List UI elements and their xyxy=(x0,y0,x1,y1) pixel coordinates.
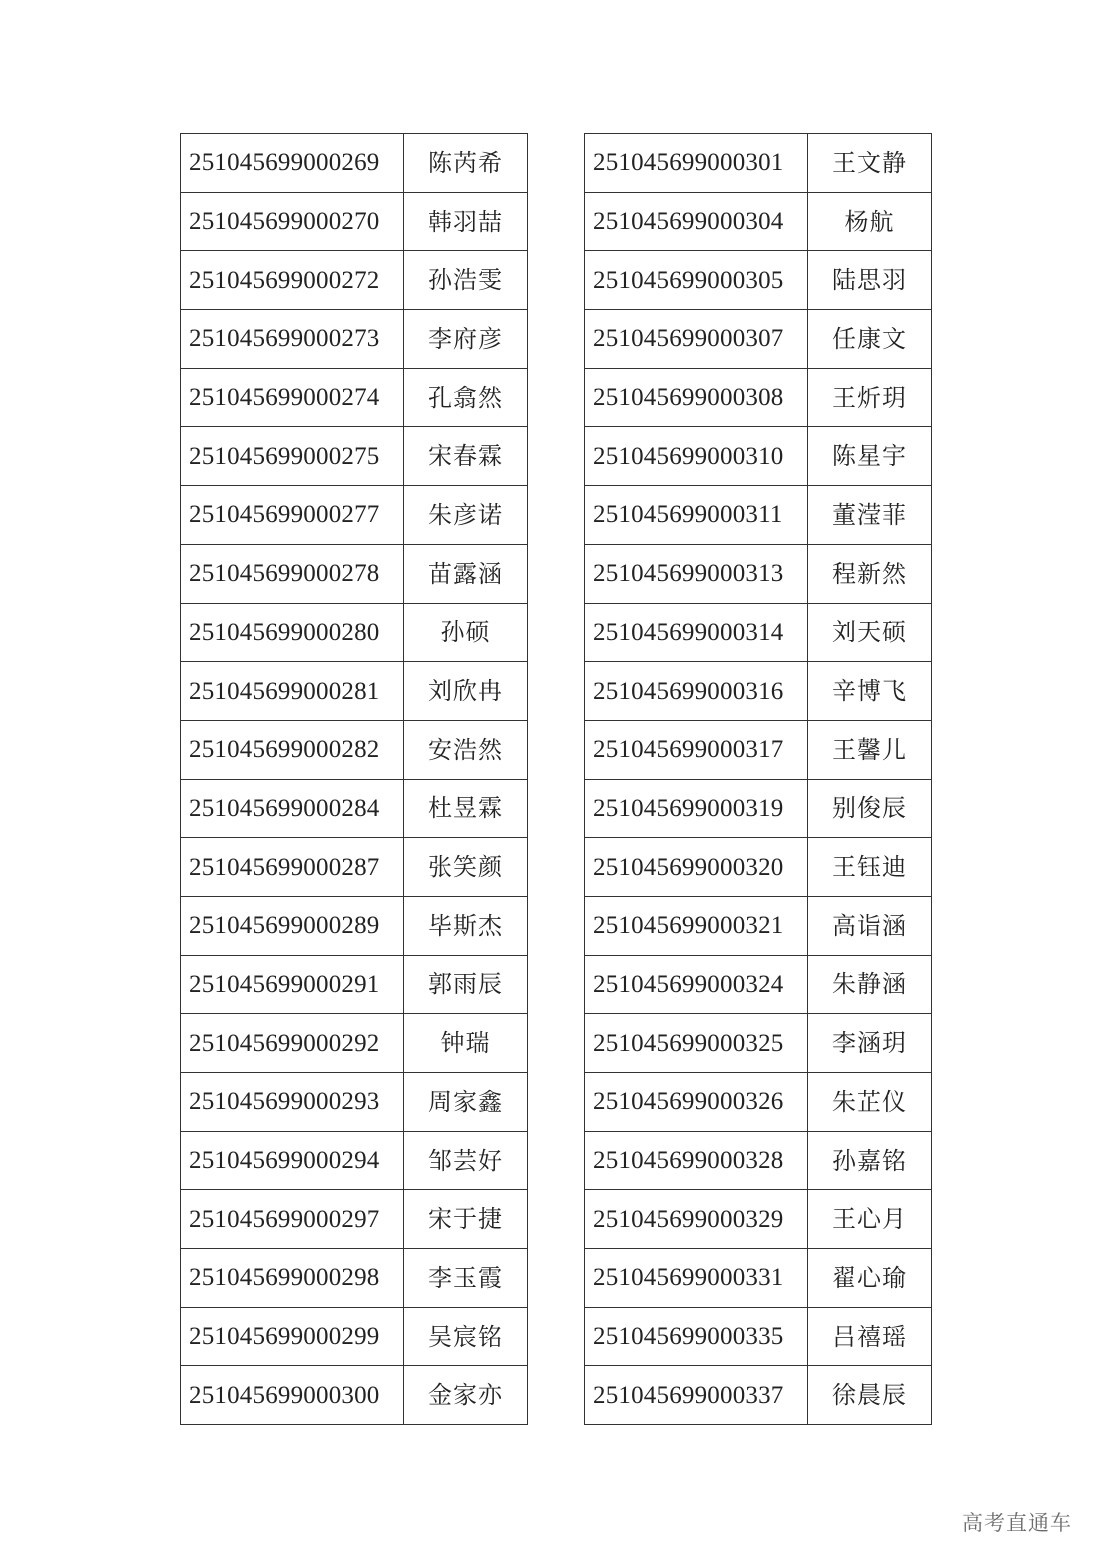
student-id-cell: 251045699000274 xyxy=(181,368,404,427)
table-row xyxy=(585,1307,932,1366)
student-id-cell: 251045699000277 xyxy=(181,486,404,545)
table-row xyxy=(585,310,932,369)
table-row xyxy=(181,251,528,310)
student-id-cell: 251045699000308 xyxy=(585,368,808,427)
student-name-cell: 王文静 xyxy=(808,134,932,193)
student-name-cell: 高诣涵 xyxy=(808,896,932,955)
student-name-cell: 王馨儿 xyxy=(808,720,932,779)
table-row xyxy=(585,838,932,897)
table-row xyxy=(181,427,528,486)
table-row xyxy=(181,1249,528,1308)
student-name-cell: 孙硕 xyxy=(404,603,528,662)
student-id-cell: 251045699000319 xyxy=(585,779,808,838)
table-row xyxy=(585,955,932,1014)
student-id-cell: 251045699000298 xyxy=(181,1249,404,1308)
student-name-cell: 王钰迪 xyxy=(808,838,932,897)
student-name-cell: 李涵玥 xyxy=(808,1014,932,1073)
student-id-cell: 251045699000329 xyxy=(585,1190,808,1249)
table-row xyxy=(181,1131,528,1190)
student-id-cell: 251045699000273 xyxy=(181,310,404,369)
student-id-cell: 251045699000272 xyxy=(181,251,404,310)
table-row xyxy=(585,1366,932,1425)
student-name-cell: 任康文 xyxy=(808,310,932,369)
table-row xyxy=(181,955,528,1014)
student-name-cell: 陆思羽 xyxy=(808,251,932,310)
student-id-cell: 251045699000280 xyxy=(181,603,404,662)
student-name-cell: 杜昱霖 xyxy=(404,779,528,838)
table-row xyxy=(181,134,528,193)
student-id-cell: 251045699000300 xyxy=(181,1366,404,1425)
table-row xyxy=(585,1131,932,1190)
table-row xyxy=(181,1073,528,1132)
table-row xyxy=(585,662,932,721)
roster-table-left xyxy=(180,133,528,1425)
table-row xyxy=(181,896,528,955)
student-name-cell: 孔翕然 xyxy=(404,368,528,427)
student-id-cell: 251045699000292 xyxy=(181,1014,404,1073)
student-name-cell: 苗露涵 xyxy=(404,544,528,603)
student-name-cell: 朱彦诺 xyxy=(404,486,528,545)
student-name-cell: 陈星宇 xyxy=(808,427,932,486)
student-name-cell: 辛博飞 xyxy=(808,662,932,721)
table-row xyxy=(585,134,932,193)
student-id-cell: 251045699000314 xyxy=(585,603,808,662)
student-name-cell: 王炘玥 xyxy=(808,368,932,427)
table-row xyxy=(585,896,932,955)
roster-table-right xyxy=(584,133,932,1425)
table-row xyxy=(585,779,932,838)
student-id-cell: 251045699000278 xyxy=(181,544,404,603)
student-id-cell: 251045699000307 xyxy=(585,310,808,369)
table-row xyxy=(585,603,932,662)
table-row xyxy=(181,192,528,251)
student-id-cell: 251045699000287 xyxy=(181,838,404,897)
student-id-cell: 251045699000326 xyxy=(585,1073,808,1132)
student-name-cell: 翟心瑜 xyxy=(808,1249,932,1308)
student-id-cell: 251045699000293 xyxy=(181,1073,404,1132)
table-row xyxy=(181,1366,528,1425)
student-id-cell: 251045699000316 xyxy=(585,662,808,721)
student-name-cell: 孙嘉铭 xyxy=(808,1131,932,1190)
table-row xyxy=(181,486,528,545)
roster-table-right-body xyxy=(585,134,932,1425)
student-name-cell: 董滢菲 xyxy=(808,486,932,545)
student-name-cell: 韩羽喆 xyxy=(404,192,528,251)
table-row xyxy=(585,427,932,486)
table-row xyxy=(181,544,528,603)
student-id-cell: 251045699000270 xyxy=(181,192,404,251)
student-id-cell: 251045699000275 xyxy=(181,427,404,486)
table-row xyxy=(181,1014,528,1073)
table-row xyxy=(181,1190,528,1249)
table-row xyxy=(585,1190,932,1249)
table-row xyxy=(585,1249,932,1308)
student-name-cell: 刘天硕 xyxy=(808,603,932,662)
student-id-cell: 251045699000321 xyxy=(585,896,808,955)
student-name-cell: 别俊辰 xyxy=(808,779,932,838)
student-id-cell: 251045699000305 xyxy=(585,251,808,310)
student-name-cell: 钟瑞 xyxy=(404,1014,528,1073)
student-id-cell: 251045699000310 xyxy=(585,427,808,486)
table-row xyxy=(181,838,528,897)
student-name-cell: 朱静涵 xyxy=(808,955,932,1014)
student-id-cell: 251045699000284 xyxy=(181,779,404,838)
student-id-cell: 251045699000320 xyxy=(585,838,808,897)
table-row xyxy=(181,310,528,369)
student-id-cell: 251045699000289 xyxy=(181,896,404,955)
student-id-cell: 251045699000291 xyxy=(181,955,404,1014)
student-name-cell: 郭雨辰 xyxy=(404,955,528,1014)
table-row xyxy=(585,251,932,310)
student-name-cell: 吕禧瑶 xyxy=(808,1307,932,1366)
student-name-cell: 吴宸铭 xyxy=(404,1307,528,1366)
student-name-cell: 宋春霖 xyxy=(404,427,528,486)
watermark-text: 高考直通车 xyxy=(962,1511,1072,1535)
table-row xyxy=(181,1307,528,1366)
student-name-cell: 金家亦 xyxy=(404,1366,528,1425)
student-id-cell: 251045699000297 xyxy=(181,1190,404,1249)
table-row xyxy=(181,662,528,721)
student-name-cell: 杨航 xyxy=(808,192,932,251)
student-name-cell: 毕斯杰 xyxy=(404,896,528,955)
student-id-cell: 251045699000325 xyxy=(585,1014,808,1073)
table-row xyxy=(181,368,528,427)
table-row xyxy=(585,192,932,251)
table-row xyxy=(181,779,528,838)
student-id-cell: 251045699000317 xyxy=(585,720,808,779)
student-name-cell: 宋于捷 xyxy=(404,1190,528,1249)
table-row xyxy=(585,368,932,427)
table-row xyxy=(585,1073,932,1132)
table-row xyxy=(585,720,932,779)
table-row xyxy=(181,603,528,662)
student-id-cell: 251045699000328 xyxy=(585,1131,808,1190)
student-id-cell: 251045699000304 xyxy=(585,192,808,251)
student-id-cell: 251045699000335 xyxy=(585,1307,808,1366)
student-id-cell: 251045699000282 xyxy=(181,720,404,779)
student-name-cell: 周家鑫 xyxy=(404,1073,528,1132)
student-id-cell: 251045699000299 xyxy=(181,1307,404,1366)
student-id-cell: 251045699000311 xyxy=(585,486,808,545)
student-name-cell: 李玉霞 xyxy=(404,1249,528,1308)
student-id-cell: 251045699000324 xyxy=(585,955,808,1014)
table-row xyxy=(585,1014,932,1073)
student-id-cell: 251045699000281 xyxy=(181,662,404,721)
student-id-cell: 251045699000313 xyxy=(585,544,808,603)
table-row xyxy=(585,544,932,603)
student-id-cell: 251045699000337 xyxy=(585,1366,808,1425)
student-name-cell: 陈芮希 xyxy=(404,134,528,193)
student-id-cell: 251045699000294 xyxy=(181,1131,404,1190)
student-id-cell: 251045699000301 xyxy=(585,134,808,193)
student-name-cell: 徐晨辰 xyxy=(808,1366,932,1425)
roster-table-left-body xyxy=(181,134,528,1425)
student-name-cell: 邹芸好 xyxy=(404,1131,528,1190)
student-id-cell: 251045699000331 xyxy=(585,1249,808,1308)
student-name-cell: 朱芷仪 xyxy=(808,1073,932,1132)
student-name-cell: 刘欣冉 xyxy=(404,662,528,721)
student-name-cell: 程新然 xyxy=(808,544,932,603)
table-row xyxy=(585,486,932,545)
student-id-cell: 251045699000269 xyxy=(181,134,404,193)
student-name-cell: 孙浩雯 xyxy=(404,251,528,310)
student-name-cell: 张笑颜 xyxy=(404,838,528,897)
student-name-cell: 安浩然 xyxy=(404,720,528,779)
student-name-cell: 王心月 xyxy=(808,1190,932,1249)
student-name-cell: 李府彦 xyxy=(404,310,528,369)
table-row xyxy=(181,720,528,779)
